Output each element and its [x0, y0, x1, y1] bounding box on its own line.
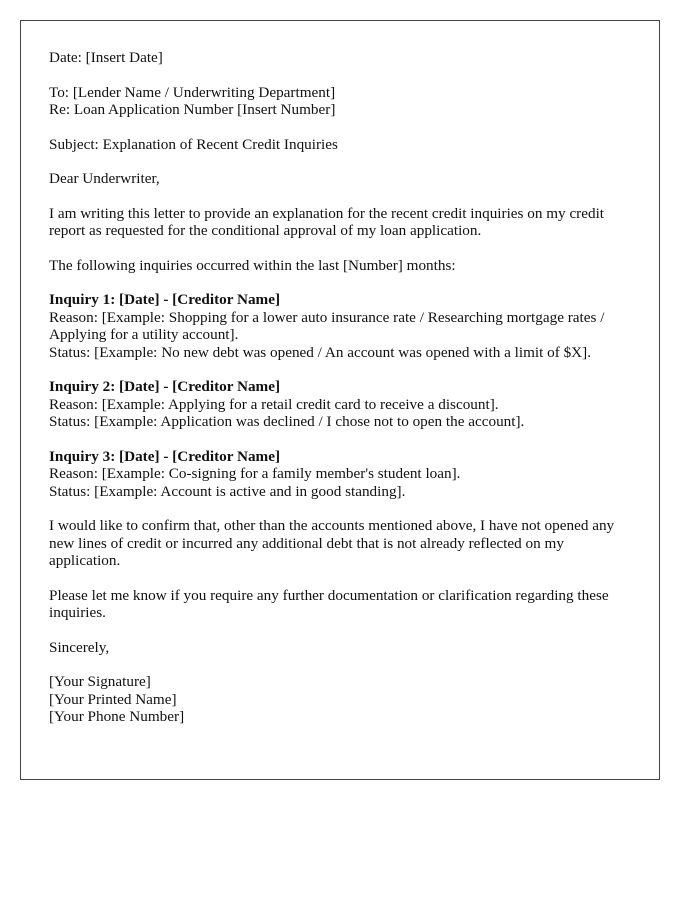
- recipient-block: [49, 84, 631, 119]
- closing-request-paragraph: Please let me know if you require any further documentation or clarification regarding these inquiries.: [49, 586, 609, 621]
- inquiry-status: Status: [Example: No new debt was opened / An account was opened with a limit of $X].: [49, 343, 591, 361]
- confirmation-paragraph: I would like to confirm that, other than the accounts mentioned above, I have not opened any new lines of credit or incurred any additional debt that is not already reflected on my application.: [49, 517, 615, 569]
- intro-paragraph: I am writing this letter to provide an explanation for the recent credit inquiries on my credit report as requested for the conditional approval of my loan application.: [49, 204, 605, 239]
- signature-placeholder: [Your Signature]: [49, 673, 151, 690]
- inquiry-reason: Reason: [Example: Shopping for a lower auto insurance rate / Researching mortgage rates / Applying for a utility account].: [49, 308, 605, 343]
- sign-off: Sincerely,: [49, 638, 110, 656]
- inquiry-reason: Reason: [Example: Applying for a retail credit card to receive a discount].: [49, 395, 499, 413]
- re-line: Re: Loan Application Number [Insert Number]: [49, 101, 336, 118]
- inquiry-heading: Inquiry 1: [Date] - [Creditor Name]: [49, 291, 281, 308]
- inquiry-status: Status: [Example: Application was declined / I chose not to open the account].: [49, 413, 525, 430]
- inquiry-item: [49, 378, 631, 431]
- inquiry-status: Status: [Example: Account is active and in good standing].: [49, 482, 406, 500]
- salutation: Dear Underwriter,: [49, 170, 160, 187]
- inquiry-reason: Reason: [Example: Co-signing for a family member's student loan].: [49, 465, 461, 482]
- phone-number-placeholder: [Your Phone Number]: [49, 708, 185, 725]
- subject-line: Subject: Explanation of Recent Credit Inquiries: [49, 135, 338, 153]
- inquiries-intro: The following inquiries occurred within the last [Number] months:: [49, 256, 456, 274]
- date-line: Date: [Insert Date]: [49, 49, 163, 66]
- inquiry-heading: Inquiry 2: [Date] - [Creditor Name]: [49, 378, 281, 395]
- inquiry-heading: Inquiry 3: [Date] - [Creditor Name]: [49, 447, 281, 465]
- letter-document: [20, 20, 660, 780]
- inquiry-item: [49, 448, 631, 501]
- signature-block: [49, 673, 631, 726]
- to-line: To: [Lender Name / Underwriting Department]: [49, 83, 336, 101]
- inquiry-item: [49, 291, 631, 361]
- printed-name-placeholder: [Your Printed Name]: [49, 690, 177, 708]
